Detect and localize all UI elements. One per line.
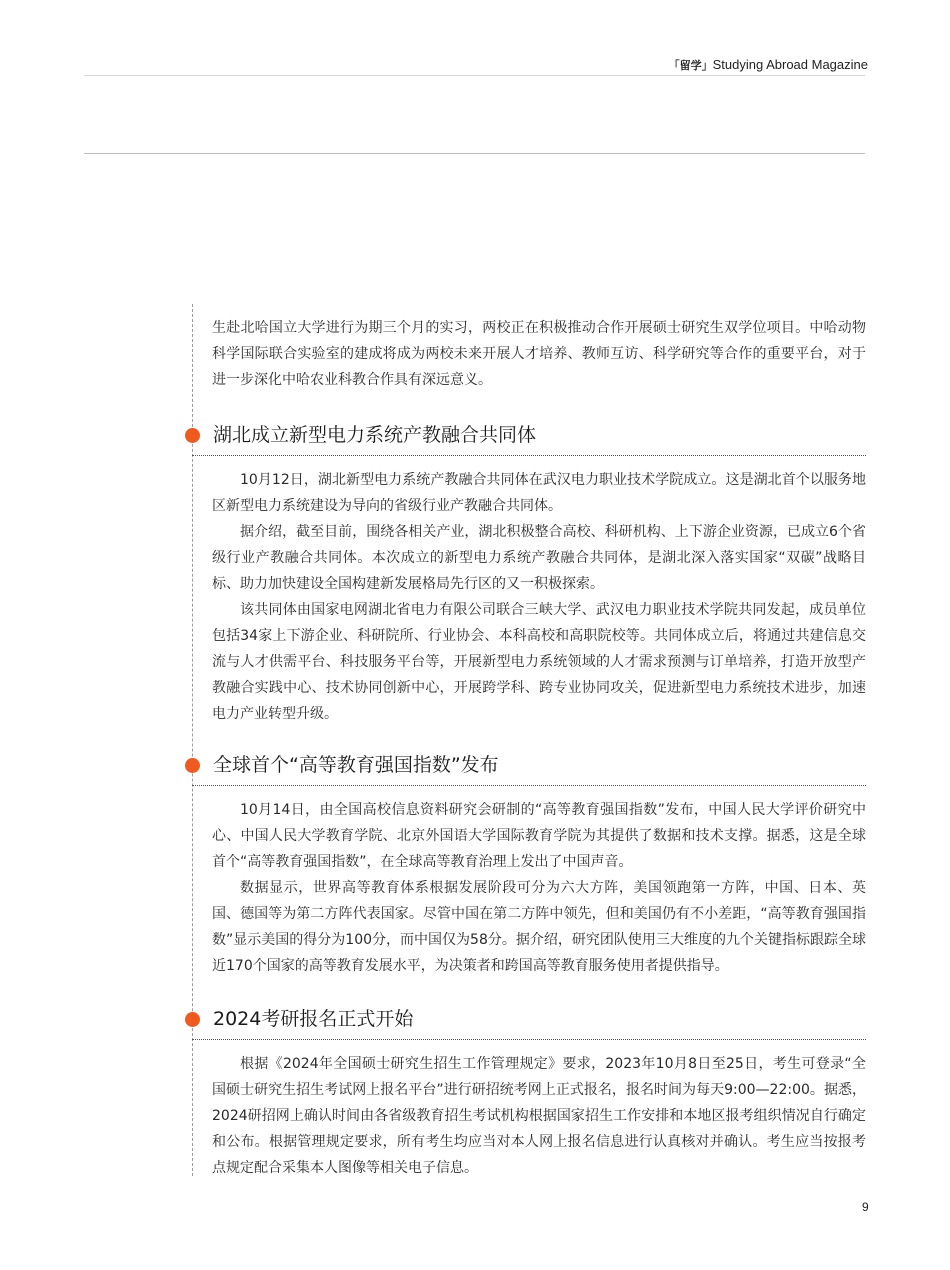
- paragraph: 数据显示，世界高等教育体系根据发展阶段可分为六大方阵，美国领跑第一方阵，中国、日本、英国、德国等为第二方阵代表国家。尽管中国在第二方阵中领先，但和美国仍有不小差距，“高等教育强国指数”显示美国的得分为100分，而中国仅为58分。据介绍，研究团队使用三大维度的九个关键指标跟踪全球近170个国家的高等教育发展水平，为决策者和跨国高等教育服务使用者提供指导。: [212, 880, 866, 974]
- magazine-name: Studying Abroad Magazine: [712, 57, 868, 72]
- section-heading-1: [185, 420, 866, 460]
- heading-dotted-rule: [192, 1039, 866, 1040]
- section-divider: [84, 153, 865, 154]
- masthead: [648, 57, 868, 73]
- paragraph: 根据《2024年全国硕士研究生招生工作管理规定》要求，2023年10月8日至25日，考生可登录“全国硕士研究生招生考试网上报名平台”进行研招统考网上正式报名，报名时间为每天9:00—22:00。据悉，2024研招网上确认时间由各省级教育招生考试机构根据国家招生工作安排和本地区报考组织情况自行确定和公布。根据管理规定要求，所有考生均应当对本人网上报名信息进行认真核对并确认。考生应当按报考点规定配合采集本人图像等相关电子信息。: [212, 1056, 866, 1176]
- section-title: 全球首个“高等教育强国指数”发布: [213, 754, 499, 776]
- bullet-dot-icon: [185, 1012, 200, 1027]
- heading-dotted-rule: [192, 455, 866, 456]
- section-heading-3: [185, 1004, 866, 1044]
- section-title: 湖北成立新型电力系统产教融合共同体: [213, 424, 537, 446]
- magazine-logo: 「留学」: [668, 60, 713, 72]
- bullet-dot-icon: [185, 758, 200, 773]
- heading-dotted-rule: [192, 785, 866, 786]
- page-number: 9: [862, 1200, 869, 1214]
- section-title: 2024考研报名正式开始: [213, 1008, 414, 1030]
- section-heading-2: [185, 750, 866, 790]
- bullet-dot-icon: [185, 428, 200, 443]
- paragraph: 据介绍，截至目前，围绕各相关产业，湖北积极整合高校、科研机构、上下游企业资源，已成立6个省级行业产教融合共同体。本次成立的新型电力系统产教融合共同体，是湖北深入落实国家“双碳”战略目标、助力加快建设全国构建新发展格局先行区的又一积极探索。: [212, 524, 866, 592]
- paragraph: 该共同体由国家电网湖北省电力有限公司联合三峡大学、武汉电力职业技术学院共同发起，成员单位包括34家上下游企业、科研院所、行业协会、本科高校和高职院校等。共同体成立后，将通过共建信息交流与人才供需平台、科技服务平台等，开展新型电力系统领域的人才需求预测与订单培养，打造开放型产教融合实践中心、技术协同创新中心，开展跨学科、跨专业协同攻关，促进新型电力系统技术进步，加速电力产业转型升级。: [212, 602, 866, 722]
- paragraph: 10月14日，由全国高校信息资料研究会研制的“高等教育强国指数”发布，中国人民大学评价研究中心、中国人民大学教育学院、北京外国语大学国际教育学院为其提供了数据和技术支撑。据悉，这是全球首个“高等教育强国指数”，在全球高等教育治理上发出了中国声音。: [212, 802, 866, 870]
- header-divider: [84, 75, 865, 76]
- paragraph: 10月12日，湖北新型电力系统产教融合共同体在武汉电力职业技术学院成立。这是湖北首个以服务地区新型电力系统建设为导向的省级行业产教融合共同体。: [212, 472, 866, 514]
- intro-paragraph: 生赴北哈国立大学进行为期三个月的实习，两校正在积极推动合作开展硕士研究生双学位项目。中哈动物科学国际联合实验室的建成将成为两校未来开展人才培养、教师互访、科学研究等合作的重要平台，对于进一步深化中哈农业科教合作具有深远意义。: [212, 320, 866, 388]
